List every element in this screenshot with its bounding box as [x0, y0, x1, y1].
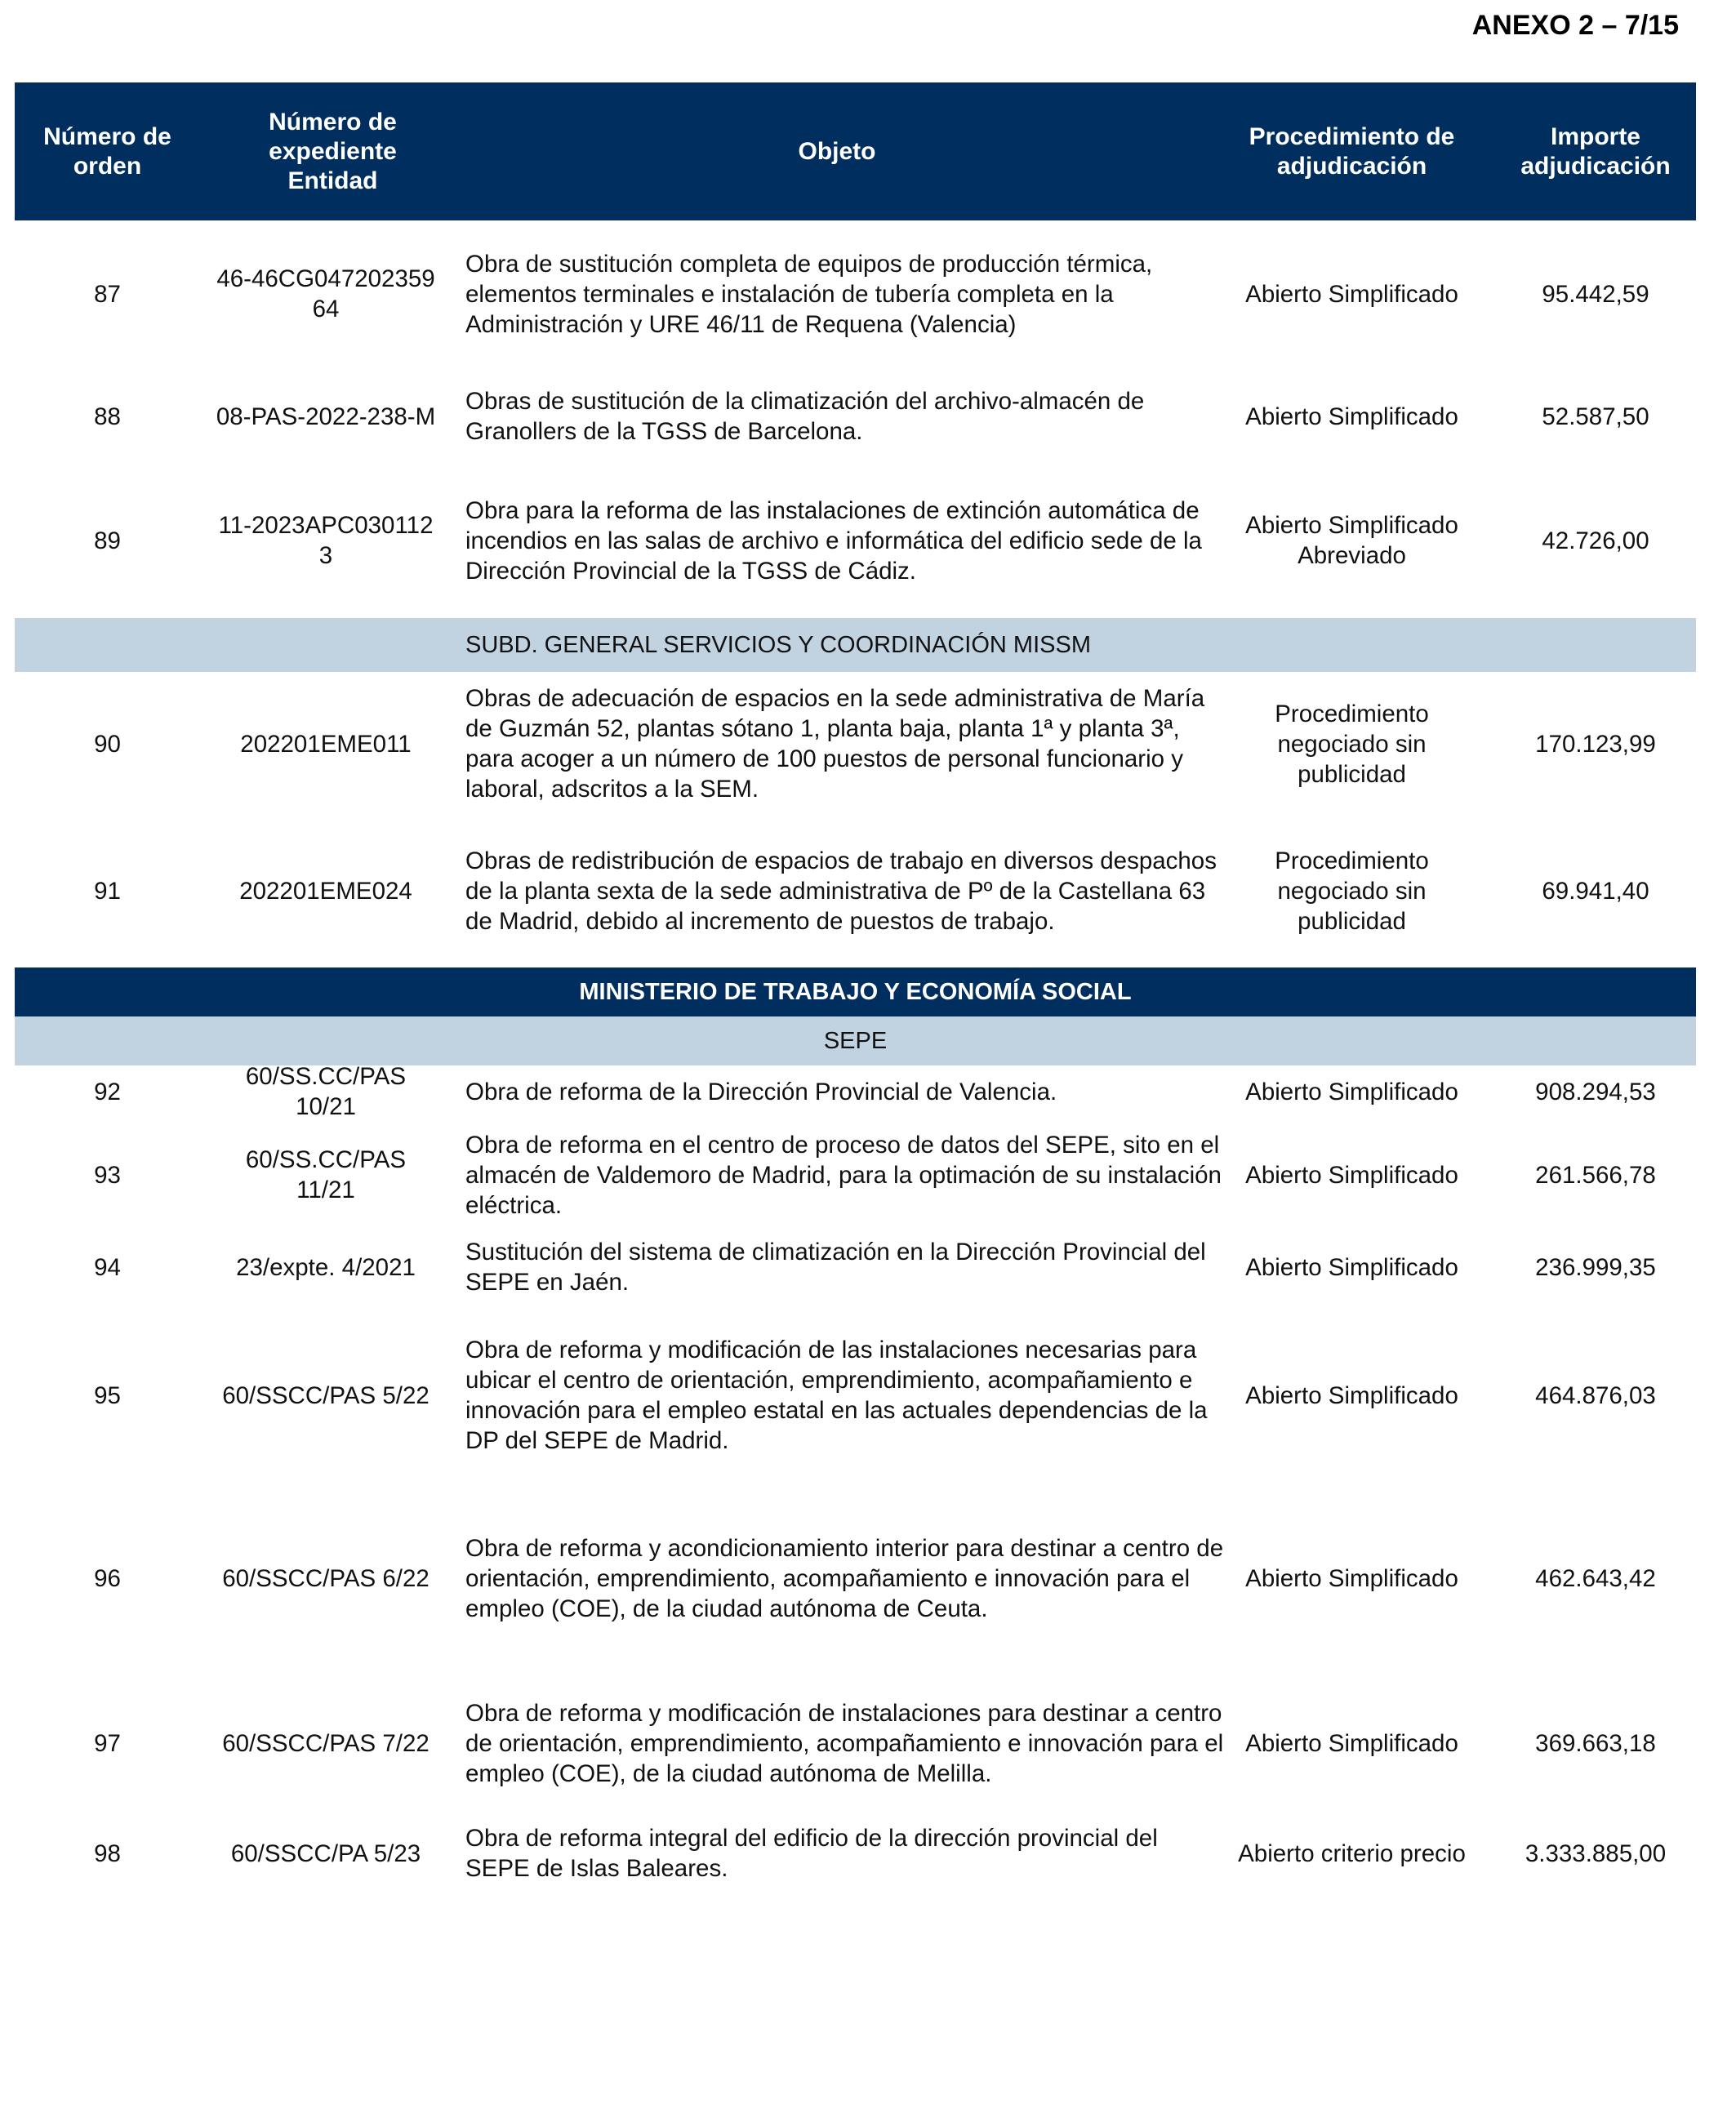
cell-orden: 92	[94, 1078, 121, 1105]
cell-importe: 3.333.885,00	[1525, 1839, 1667, 1867]
header-expediente	[200, 82, 465, 220]
table-row	[15, 1679, 1696, 1807]
cell-procedimiento: Abierto Simplificado	[1245, 280, 1458, 308]
cell-orden: 88	[94, 403, 121, 430]
cell-expediente: 60/SSCC/PA 5/23	[230, 1839, 421, 1867]
cell-importe: 369.663,18	[1535, 1729, 1656, 1757]
cell-expediente	[200, 1061, 452, 1122]
expediente-text: 08-PAS-2022-238-M	[216, 403, 436, 430]
cell-expediente	[200, 477, 452, 604]
procedimiento-text: Procedimiento negociado sin publicidad	[1275, 847, 1429, 935]
cell-orden: 96	[94, 1564, 121, 1592]
cell-objeto: Obras de sustitución de la climatización del archivo-almacén de Granollers de la TGSS de Barcelona.	[465, 388, 1145, 445]
cell-objeto: Obra de reforma y modificación de las instalaciones necesarias para ubicar el centro de orientación, emprendimiento, acompañamiento e innovación para el empleo estatal en las actuales dependencias de la DP del SEPE de Madrid.	[465, 1337, 1208, 1454]
table-row	[15, 1823, 1696, 1884]
cell-orden: 93	[94, 1161, 121, 1189]
cell-expediente: 60/SSCC/PAS 5/22	[222, 1381, 430, 1409]
cell-importe: 908.294,53	[1535, 1078, 1656, 1105]
cell-objeto: Obra de reforma y modificación de instalaciones para destinar a centro de orientación, emprendimiento, acompañamiento e innovación para el empleo (COE), de la ciudad autónoma de Melilla.	[465, 1699, 1224, 1787]
cell-objeto: Obra para la reforma de las instalaciones de extinción automática de incendios en las salas de archivo e informática del edificio sede de la Dirección Provincial de la TGSS de Cádiz.	[465, 496, 1202, 585]
header-procedimiento	[1209, 82, 1495, 220]
page-label: ANEXO 2 – 7/15	[1471, 10, 1679, 41]
expediente-text: 60/SS.CC/PAS 10/21	[245, 1063, 407, 1120]
procedimiento-text: Abierto Simplificado Abreviado	[1245, 512, 1458, 569]
cell-expediente: 60/SSCC/PAS 7/22	[222, 1729, 430, 1757]
table-header	[15, 82, 1696, 220]
expediente-text: 11-2023APC0301123	[218, 512, 434, 569]
cell-procedimiento: Abierto Simplificado	[1245, 1564, 1458, 1592]
cell-procedimiento	[1209, 679, 1495, 808]
cell-objeto: Obra de reforma integral del edificio de la dirección provincial del SEPE de Islas Baleares.	[465, 1825, 1158, 1882]
header-importe	[1495, 82, 1696, 220]
section-band-subd	[15, 618, 1696, 672]
cell-procedimiento: Abierto Simplificado	[1245, 403, 1458, 430]
cell-expediente	[200, 1129, 452, 1221]
cell-importe: 462.643,42	[1535, 1564, 1656, 1592]
cell-importe: 236.999,35	[1535, 1253, 1656, 1281]
cell-procedimiento: Abierto criterio precio	[1238, 1839, 1466, 1867]
cell-procedimiento: Abierto Simplificado	[1245, 1078, 1458, 1105]
cell-importe: 170.123,99	[1535, 730, 1656, 758]
cell-importe: 261.566,78	[1535, 1161, 1656, 1189]
section-sepe-label: SEPE	[823, 1027, 888, 1054]
cell-expediente	[200, 245, 452, 343]
cell-procedimiento	[1209, 477, 1495, 604]
section-subd-label: SUBD. GENERAL SERVICIOS Y COORDINACIÓN MISSM	[465, 631, 1091, 658]
cell-objeto: Sustitución del sistema de climatización en la Dirección Provincial del SEPE en Jaén.	[465, 1239, 1206, 1296]
cell-procedimiento: Abierto Simplificado	[1245, 1729, 1458, 1757]
header-orden-label: Número de orden	[43, 122, 171, 180]
table-row	[15, 1237, 1696, 1297]
cell-objeto: Obra de sustitución completa de equipos de producción térmica, elementos terminales e instalación de tubería completa en la Administración y URE 46/11 de Requena (Valencia)	[465, 250, 1153, 338]
cell-importe: 464.876,03	[1535, 1381, 1656, 1409]
cell-importe: 95.442,59	[1542, 280, 1649, 308]
table-row	[15, 679, 1696, 808]
table-row	[15, 826, 1696, 955]
cell-orden: 98	[94, 1839, 121, 1867]
table-row	[15, 245, 1696, 343]
header-orden	[15, 82, 200, 220]
cell-expediente: 23/expte. 4/2021	[236, 1253, 416, 1281]
cell-expediente: 60/SSCC/PAS 6/22	[222, 1564, 430, 1592]
cell-objeto: Obras de adecuación de espacios en la sede administrativa de María de Guzmán 52, plantas sótano 1, planta baja, planta 1ª y planta 3ª, para acoger a un número de 100 puestos de personal funcionario y laboral, adscritos a la SEM.	[465, 685, 1205, 803]
table-row	[15, 1061, 1696, 1122]
header-expediente-label: Número de expediente Entidad	[269, 108, 397, 194]
cell-objeto: Obra de reforma en el centro de proceso de datos del SEPE, sito en el almacén de Valdemoro de Madrid, para la optimación de su instalación eléctrica.	[465, 1131, 1222, 1219]
cell-expediente: 202201EME024	[239, 877, 412, 905]
section-band-sepe	[15, 1016, 1696, 1065]
cell-orden: 97	[94, 1729, 121, 1757]
cell-orden: 95	[94, 1381, 121, 1409]
section-ministerio-label: MINISTERIO DE TRABAJO Y ECONOMÍA SOCIAL	[579, 978, 1132, 1005]
cell-objeto: Obras de redistribución de espacios de trabajo en diversos despachos de la planta sexta de la sede administrativa de Pº de la Castellana 63 de Madrid, debido al incremento de puestos de trabajo.	[465, 847, 1217, 935]
cell-orden: 94	[94, 1253, 121, 1281]
header-objeto-label: Objeto	[798, 137, 876, 165]
expediente-text: 60/SS.CC/PAS 11/21	[245, 1146, 407, 1203]
cell-procedimiento	[1209, 826, 1495, 955]
cell-expediente	[200, 384, 452, 449]
cell-objeto: Obra de reforma y acondicionamiento interior para destinar a centro de orientación, emprendimiento, acompañamiento e innovación para el empleo (COE), de la ciudad autónoma de Ceuta.	[465, 1534, 1224, 1622]
table-row	[15, 384, 1696, 449]
table-row	[15, 477, 1696, 604]
cell-importe: 42.726,00	[1542, 527, 1649, 554]
cell-expediente: 202201EME011	[240, 730, 412, 758]
procedimiento-text: Procedimiento negociado sin publicidad	[1275, 700, 1429, 788]
cell-objeto: Obra de reforma de la Dirección Provincial de Valencia.	[465, 1078, 1057, 1105]
table-row	[15, 1129, 1696, 1221]
cell-importe: 69.941,40	[1542, 877, 1649, 905]
table-row	[15, 1332, 1696, 1459]
cell-orden: 91	[94, 877, 121, 905]
header-importe-label: Importe adjudicación	[1520, 122, 1671, 180]
cell-procedimiento: Abierto Simplificado	[1245, 1381, 1458, 1409]
header-objeto	[465, 82, 1209, 220]
expediente-text: 46-46CG04720235964	[216, 265, 435, 322]
section-band-ministerio	[15, 967, 1696, 1016]
cell-orden: 87	[94, 280, 121, 308]
header-procedimiento-label: Procedimiento de adjudicación	[1249, 122, 1455, 180]
cell-orden: 89	[94, 527, 121, 554]
cell-importe: 52.587,50	[1542, 403, 1649, 430]
cell-procedimiento: Abierto Simplificado	[1245, 1161, 1458, 1189]
cell-orden: 90	[94, 730, 121, 758]
table-row	[15, 1515, 1696, 1642]
cell-procedimiento: Abierto Simplificado	[1245, 1253, 1458, 1281]
